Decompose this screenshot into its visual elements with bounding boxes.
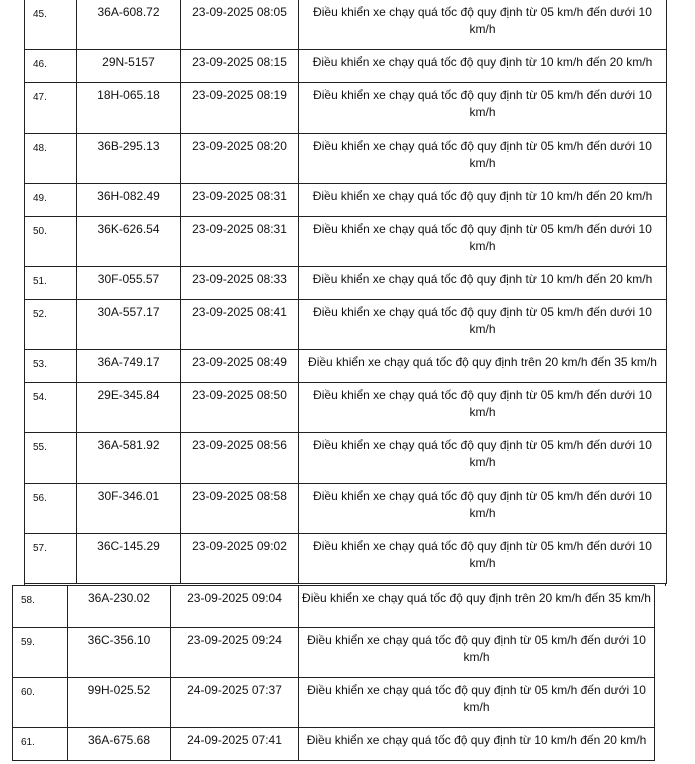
row-number: 57. bbox=[25, 534, 77, 584]
timestamp: 23-09-2025 08:05 bbox=[181, 0, 299, 50]
timestamp: 24-09-2025 07:37 bbox=[171, 678, 299, 728]
license-plate: 30F-055.57 bbox=[77, 267, 181, 300]
license-plate: 30A-557.17 bbox=[77, 300, 181, 350]
timestamp: 23-09-2025 08:58 bbox=[181, 484, 299, 534]
license-plate: 36A-675.68 bbox=[68, 728, 171, 761]
table-row bbox=[25, 217, 667, 267]
license-plate: 36A-230.02 bbox=[68, 586, 171, 628]
violation-description: Điều khiển xe chạy quá tốc độ quy định trên 20 km/h đến 35 km/h bbox=[299, 586, 655, 628]
violation-description: Điều khiển xe chạy quá tốc độ quy định từ 05 km/h đến dưới 10 km/h bbox=[299, 534, 667, 584]
license-plate: 29E-345.84 bbox=[77, 383, 181, 433]
license-plate: 36B-295.13 bbox=[77, 134, 181, 184]
violation-description: Điều khiển xe chạy quá tốc độ quy định từ 10 km/h đến 20 km/h bbox=[299, 728, 655, 761]
timestamp: 23-09-2025 08:41 bbox=[181, 300, 299, 350]
violation-description: Điều khiển xe chạy quá tốc độ quy định từ 10 km/h đến 20 km/h bbox=[299, 267, 667, 300]
violation-description: Điều khiển xe chạy quá tốc độ quy định từ 05 km/h đến dưới 10 km/h bbox=[299, 383, 667, 433]
timestamp: 23-09-2025 08:31 bbox=[181, 184, 299, 217]
row-number: 60. bbox=[13, 678, 68, 728]
violation-description: Điều khiển xe chạy quá tốc độ quy định từ 10 km/h đến 20 km/h bbox=[299, 50, 667, 83]
table-row bbox=[25, 184, 667, 217]
timestamp: 23-09-2025 08:31 bbox=[181, 217, 299, 267]
timestamp: 23-09-2025 09:24 bbox=[171, 628, 299, 678]
violation-description: Điều khiển xe chạy quá tốc độ quy định từ 05 km/h đến dưới 10 km/h bbox=[299, 217, 667, 267]
violation-description: Điều khiển xe chạy quá tốc độ quy định từ 05 km/h đến dưới 10 km/h bbox=[299, 678, 655, 728]
row-number: 56. bbox=[25, 484, 77, 534]
license-plate: 36C-356.10 bbox=[68, 628, 171, 678]
row-number: 46. bbox=[25, 50, 77, 83]
license-plate: 36A-749.17 bbox=[77, 350, 181, 383]
row-number: 55. bbox=[25, 433, 77, 484]
license-plate: 99H-025.52 bbox=[68, 678, 171, 728]
row-number: 54. bbox=[25, 383, 77, 433]
table-row bbox=[13, 678, 655, 728]
table-row bbox=[25, 350, 667, 383]
row-number: 59. bbox=[13, 628, 68, 678]
timestamp: 23-09-2025 09:04 bbox=[171, 586, 299, 628]
timestamp: 23-09-2025 08:19 bbox=[181, 83, 299, 134]
license-plate: 36C-145.29 bbox=[77, 534, 181, 584]
violation-description: Điều khiển xe chạy quá tốc độ quy định từ 05 km/h đến dưới 10 km/h bbox=[299, 433, 667, 484]
violations-table-top bbox=[24, 0, 667, 584]
row-number: 45. bbox=[25, 0, 77, 50]
timestamp: 23-09-2025 08:15 bbox=[181, 50, 299, 83]
table-row bbox=[13, 728, 655, 761]
violation-description: Điều khiển xe chạy quá tốc độ quy định từ 05 km/h đến dưới 10 km/h bbox=[299, 300, 667, 350]
table-row bbox=[25, 267, 667, 300]
timestamp: 23-09-2025 08:33 bbox=[181, 267, 299, 300]
violation-description: Điều khiển xe chạy quá tốc độ quy định từ 05 km/h đến dưới 10 km/h bbox=[299, 83, 667, 134]
violation-description: Điều khiển xe chạy quá tốc độ quy định từ 05 km/h đến dưới 10 km/h bbox=[299, 134, 667, 184]
table-row bbox=[25, 134, 667, 184]
timestamp: 23-09-2025 08:20 bbox=[181, 134, 299, 184]
violation-description: Điều khiển xe chạy quá tốc độ quy định trên 20 km/h đến 35 km/h bbox=[299, 350, 667, 383]
violation-description: Điều khiển xe chạy quá tốc độ quy định từ 05 km/h đến dưới 10 km/h bbox=[299, 0, 667, 50]
violations-table-bottom bbox=[12, 585, 655, 761]
row-number: 61. bbox=[13, 728, 68, 761]
table-row bbox=[25, 83, 667, 134]
table-row bbox=[25, 433, 667, 484]
table-row bbox=[25, 50, 667, 83]
row-number: 49. bbox=[25, 184, 77, 217]
row-number: 50. bbox=[25, 217, 77, 267]
row-number: 58. bbox=[13, 586, 68, 628]
violation-description: Điều khiển xe chạy quá tốc độ quy định từ 05 km/h đến dưới 10 km/h bbox=[299, 484, 667, 534]
row-number: 51. bbox=[25, 267, 77, 300]
license-plate: 36K-626.54 bbox=[77, 217, 181, 267]
row-number: 53. bbox=[25, 350, 77, 383]
row-number: 47. bbox=[25, 83, 77, 134]
timestamp: 23-09-2025 08:56 bbox=[181, 433, 299, 484]
violation-description: Điều khiển xe chạy quá tốc độ quy định từ 05 km/h đến dưới 10 km/h bbox=[299, 628, 655, 678]
license-plate: 36A-608.72 bbox=[77, 0, 181, 50]
row-number: 52. bbox=[25, 300, 77, 350]
timestamp: 23-09-2025 09:02 bbox=[181, 534, 299, 584]
row-number: 48. bbox=[25, 134, 77, 184]
license-plate: 36A-581.92 bbox=[77, 433, 181, 484]
timestamp: 23-09-2025 08:50 bbox=[181, 383, 299, 433]
license-plate: 18H-065.18 bbox=[77, 83, 181, 134]
timestamp: 24-09-2025 07:41 bbox=[171, 728, 299, 761]
table-row bbox=[13, 586, 655, 628]
timestamp: 23-09-2025 08:49 bbox=[181, 350, 299, 383]
license-plate: 29N-5157 bbox=[77, 50, 181, 83]
license-plate: 36H-082.49 bbox=[77, 184, 181, 217]
table-row bbox=[25, 484, 667, 534]
table-row bbox=[25, 0, 667, 50]
table-row bbox=[25, 300, 667, 350]
table-row bbox=[25, 383, 667, 433]
table-row bbox=[25, 534, 667, 584]
violation-description: Điều khiển xe chạy quá tốc độ quy định từ 10 km/h đến 20 km/h bbox=[299, 184, 667, 217]
table-row bbox=[13, 628, 655, 678]
license-plate: 30F-346.01 bbox=[77, 484, 181, 534]
